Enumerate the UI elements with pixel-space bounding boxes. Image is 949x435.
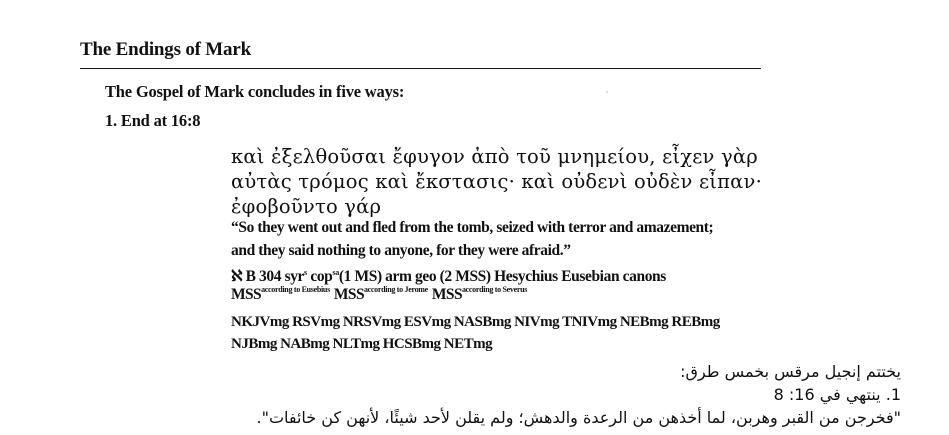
version-line: NKJVmg RSVmg NRSVmg ESVmg NASBmg NIVmg TNIVmg NEBmg REBmg xyxy=(231,314,720,330)
ending-heading: 1. End at 16:8 xyxy=(105,111,201,130)
version-list xyxy=(231,311,791,355)
greek-line: αὐτὰς τρόμος καὶ ἔκστασις· καὶ οὐδενὶ οὐδὲν εἶπαν· xyxy=(231,170,762,193)
scan-speck xyxy=(606,91,608,93)
mss-sup: according to Eusebius xyxy=(261,285,330,294)
version-line: NJBmg NABmg NLTmg HCSBmg NETmg xyxy=(231,336,493,352)
english-line: “So they went out and fled from the tomb, seized with terror and amazement; xyxy=(231,219,714,236)
english-translation xyxy=(231,216,791,262)
mss-sup: according to Jerome xyxy=(363,285,428,294)
title-rule xyxy=(80,68,761,69)
mss-label: MSS xyxy=(333,286,364,303)
greek-line: καὶ ἐξελθοῦσαι ἔφυγον ἀπὸ τοῦ μνημείου, εἶχεν γὰρ xyxy=(231,145,758,168)
section-title: The Endings of Mark xyxy=(80,39,251,60)
mss-sup: according to Severus xyxy=(461,285,528,294)
arabic-line: يختتم إنجيل مرقس بخمس طرق: xyxy=(680,362,901,381)
mss-label: MSS xyxy=(431,286,462,303)
mss-label: MSS xyxy=(231,286,262,303)
arabic-line: 1. ينتهي في 16: 8 xyxy=(773,385,901,404)
arabic-translation xyxy=(201,360,901,429)
greek-line: ἐφοβοῦντο γάρ xyxy=(231,195,382,218)
witness-cop-sup: sa xyxy=(332,268,339,277)
witness-suffix: (1 MS) arm geo (2 MSS) Hesychius Eusebian canons xyxy=(338,268,666,285)
mss-list xyxy=(231,285,531,304)
intro-text: The Gospel of Mark concludes in five ways: xyxy=(105,82,405,101)
greek-text xyxy=(231,144,791,219)
english-line: and they said nothing to anyone, for they were afraid.” xyxy=(231,242,571,259)
witness-cop: cop xyxy=(306,268,333,285)
witness-prefix: ℵ B 304 syr xyxy=(231,268,305,285)
arabic-line: "فخرجن من القبر وهربن، لما أخذهن من الرعدة والدهش؛ ولم يقلن لأحد شيئًا، لأنهن كن خائفات". xyxy=(256,408,901,427)
witness-syr-sup: s xyxy=(304,268,307,277)
